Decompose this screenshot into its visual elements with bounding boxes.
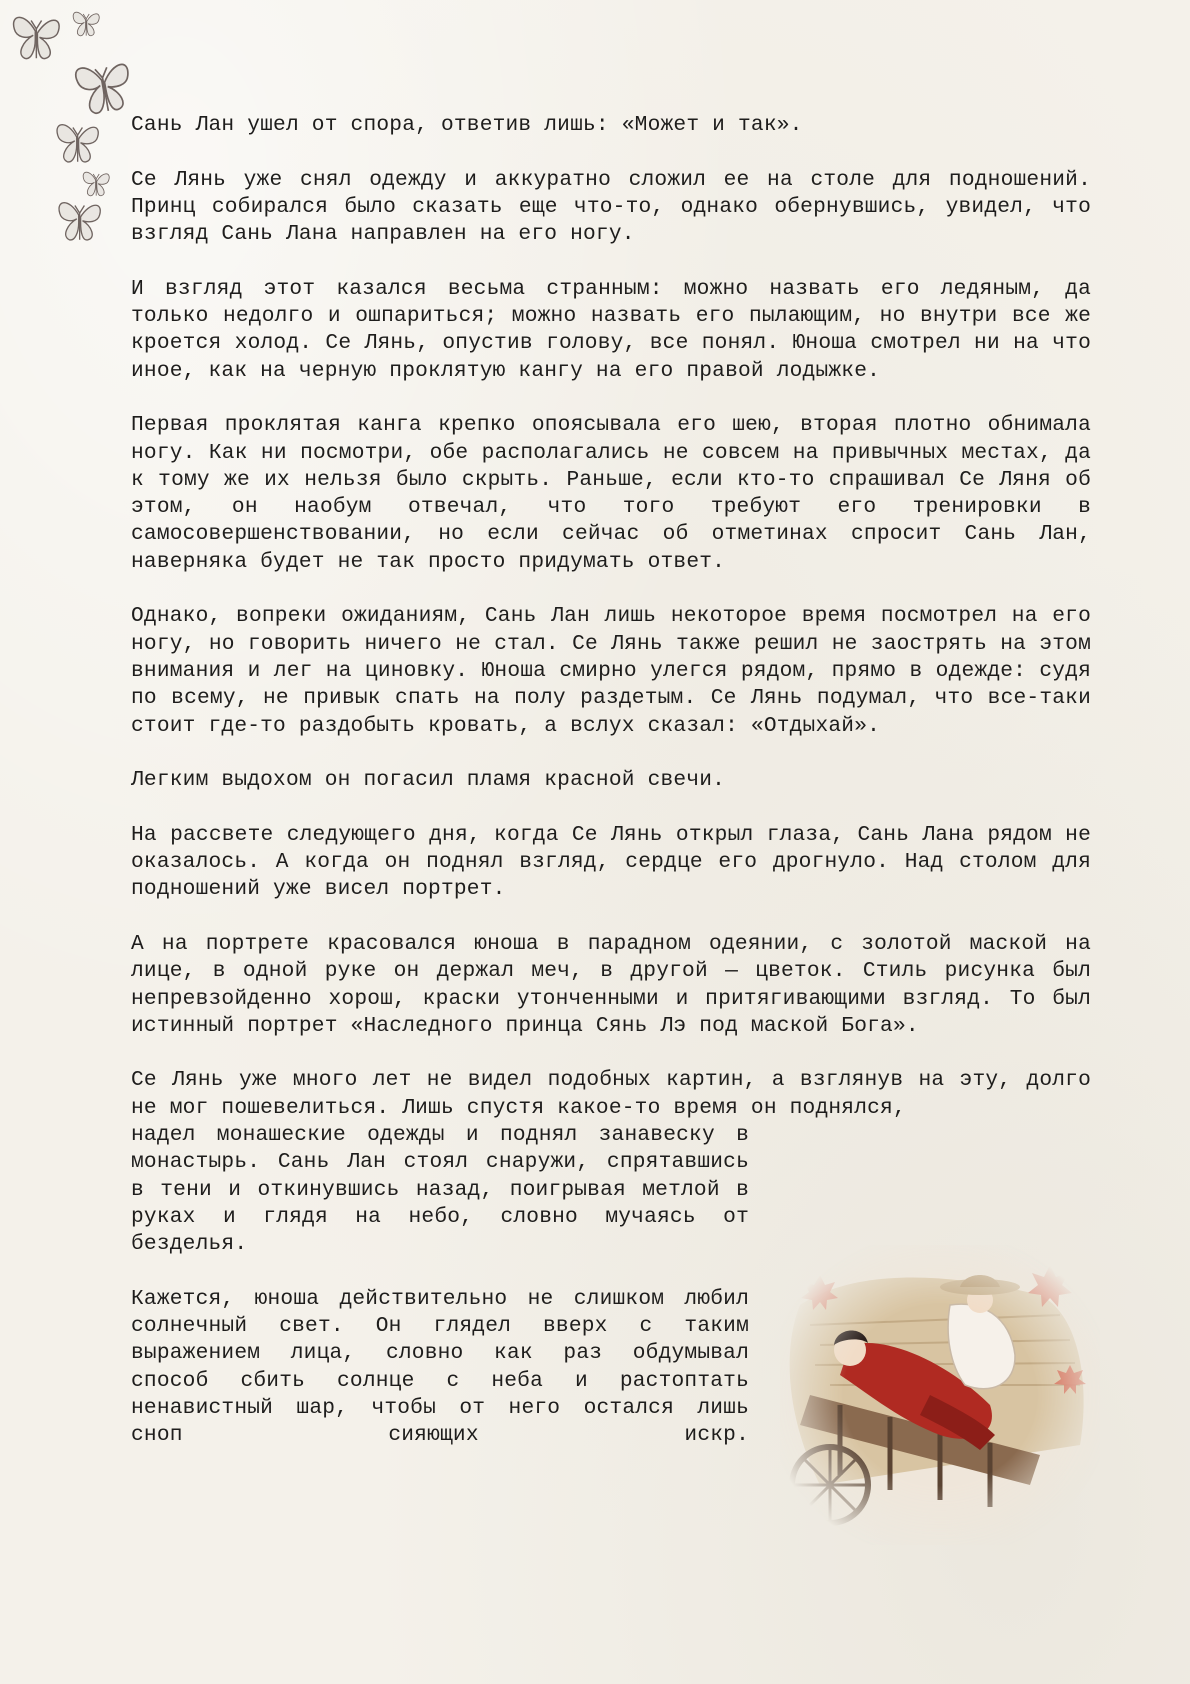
paragraph: Се Лянь уже снял одежду и аккуратно сложил ее на столе для подношений. Принц собирался было сказать еще что-то, однако обернувшись, увидел, что взгляд Сань Лана направлен на его ногу. [131,167,1091,247]
paragraph: Однако, вопреки ожиданиям, Сань Лан лишь некоторое время посмотрел на его ногу, но говорить ничего не стал. Се Лянь также решил не заострять на этом внимания и лег на циновку. Юноша смирно улегся рядом, прямо в одежде: судя по всему, не привык спать на полу раздетым. Се Лянь подумал, что все-таки стоит где-то раздобыть кровать, а вслух сказал: «Отдыхай». [131,604,1091,738]
portrait-illustration [780,1245,1100,1545]
paragraph: Легким выдохом он погасил пламя красной свечи. [131,768,726,793]
butterflies-icon [0,0,150,260]
butterfly-icon [57,125,98,162]
paragraph: Сань Лан ушел от спора, ответив лишь: «Может и так». [131,113,803,137]
butterfly-icon [75,60,134,115]
paragraph: А на портрете красовался юноша в парадном одеянии, с золотой маской на лице, в одной руке он держал меч, в другой — цветок. Стиль рисунка был непревзойденно хорош, краски утонченными и притягивающими взгляд. То был истинный портрет «Наследного принца Сянь Лэ под маской Бога». [131,931,1091,1038]
paragraph: И взгляд этот казался весьма странным: можно назвать его ледяным, да только недолго и ошпариться; можно назвать его пылающим, но внутри все же кроется холод. Се Лянь, опустив голову, все понял. Юноша смотрел ни на что иное, как на черную проклятую кангу на его правой лодыжке. [131,276,1091,383]
paragraph: Первая проклятая канга крепко опоясывала его шею, вторая плотно обнимала ногу. Как ни посмотри, обе располагались не совсем на привычных местах, да к тому же их нельзя было скрыть. Раньше, если кто-то спрашивал Се Ляня об этом, он наобум отвечал, что того требуют его тренировки в самосовершенствовании, но если сейчас об отметинах спросит Сань Лан, наверняка будет не так просто придумать ответ. [131,413,1091,574]
butterfly-icon [73,12,99,36]
butterfly-icon [83,172,109,196]
butterfly-icon [59,203,100,240]
paragraph: На рассвете следующего дня, когда Се Лянь открыл глаза, Сань Лана рядом не оказалось. А когда он поднял взгляд, сердце его дрогнуло. Над столом для подношений уже висел портрет. [131,822,1091,902]
butterfly-icon [14,17,60,58]
paragraph: Кажется, юноша действительно не слишком любил солнечный свет. Он глядел вверх с таким выражением лица, словно как раз обдумывал способ сбить солнце с неба и растоптать ненавистный шар, чтобы от него остался лишь сноп сияющих искр. [131,1286,749,1448]
paragraph: Се Лянь уже много лет не видел подобных картин, а взглянув на эту, долго не мог пошевелиться. Лишь спустя какое-то время он поднялся, [131,1068,1091,1120]
paragraph: надел монашеские одежды и поднял занавеску в монастырь. Сань Лан стоял снаружи, спрятавшись в тени и откинувшись назад, поигрывая метлой в руках и глядя на небо, словно мучаясь от безделья. [131,1122,749,1257]
